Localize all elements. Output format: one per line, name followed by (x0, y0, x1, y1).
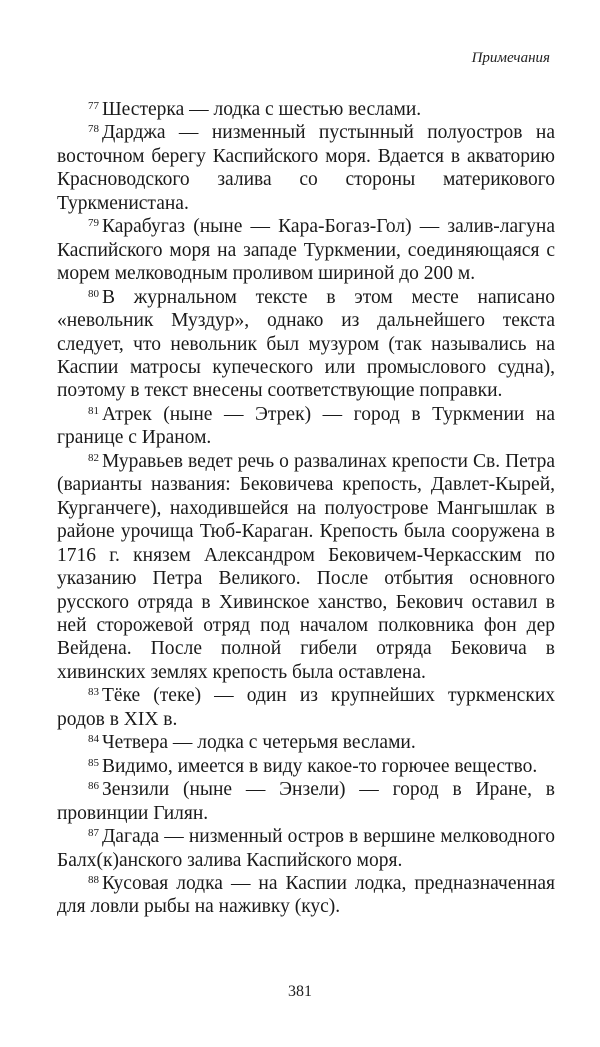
note-number: 79 (88, 217, 99, 230)
endnote (57, 215, 555, 285)
note-text: Зензили (ныне — Энзели) — город в Иране, в провинции Гилян. (57, 779, 555, 824)
endnote (57, 121, 555, 215)
note-text: Муравьев ведет речь о развалинах крепости Св. Петра (варианты названия: Бековичева крепость, Давлет-Кырей, Курганчеге), находившейся на полуострове Мангышлак в районе урочища Тюб-Караган. Крепость была сооружена в 1716 г. князем Александром Бековичем-Черкасским по указанию Петра Великого. После отбытия основного русского отряда в Хивинское ханство, Бекович оставил в ней сторожевой отряд под началом полковника фон дер Вейдена. После полной гибели отряда Бековича в хивинских землях крепость была оставлена. (57, 450, 555, 683)
note-text: Видимо, имеется в виду какое-то горючее вещество. (102, 755, 538, 777)
endnote (57, 825, 555, 872)
note-text: Карабугаз (ныне — Кара-Богаз-Гол) — залив-лагуна Каспийского моря на западе Туркмении, соединяющаяся с морем мелководным проливом шириной до 200 м. (57, 216, 555, 285)
note-text: Дарджа — низменный пустынный полуостров на восточном берегу Каспийского моря. Вдается в акваторию Красноводского залива со стороны материкового Туркменистана. (57, 122, 555, 214)
note-number: 81 (88, 404, 99, 417)
page-number: 381 (288, 983, 312, 1000)
endnote (57, 684, 555, 731)
running-head: Примечания (471, 50, 550, 66)
note-number: 84 (88, 733, 99, 746)
note-number: 83 (88, 686, 99, 699)
note-text: Шестерка — лодка с шестью веслами. (102, 99, 422, 120)
note-number: 82 (88, 451, 99, 464)
endnotes-list (57, 98, 555, 919)
endnote (57, 98, 555, 121)
endnote (57, 450, 555, 685)
note-number: 78 (88, 123, 99, 136)
note-text: В журнальном тексте в этом месте написано «невольник Муздур», однако из дальнейшего текста следует, что невольник был музуром (так назывались на Каспии матросы купеческого или промыслового судна), поэтому в текст внесены соответствующие поправки. (57, 286, 555, 402)
note-number: 85 (88, 756, 99, 769)
note-number: 77 (88, 99, 99, 112)
note-number: 80 (88, 287, 99, 300)
endnote (57, 872, 555, 919)
note-text: Дагада — низменный остров в вершине мелководного Балх(к)анского залива Каспийского моря. (57, 826, 555, 871)
note-text: Атрек (ныне — Этрек) — город в Туркмении на границе с Ираном. (57, 403, 555, 449)
endnote (57, 403, 555, 450)
note-number: 87 (88, 827, 99, 839)
endnote (57, 778, 555, 825)
endnote (57, 731, 555, 754)
note-text: Кусовая лодка — на Каспии лодка, предназначенная для ловли рыбы на наживку (кус). (57, 872, 555, 918)
note-number: 86 (88, 780, 99, 793)
endnote (57, 286, 555, 403)
note-text: Тёке (теке) — один из крупнейших туркменских родов в XIX в. (57, 685, 555, 730)
endnote (57, 755, 555, 778)
note-text: Четвера — лодка с четерьмя веслами. (102, 732, 416, 754)
note-number: 88 (88, 873, 99, 886)
